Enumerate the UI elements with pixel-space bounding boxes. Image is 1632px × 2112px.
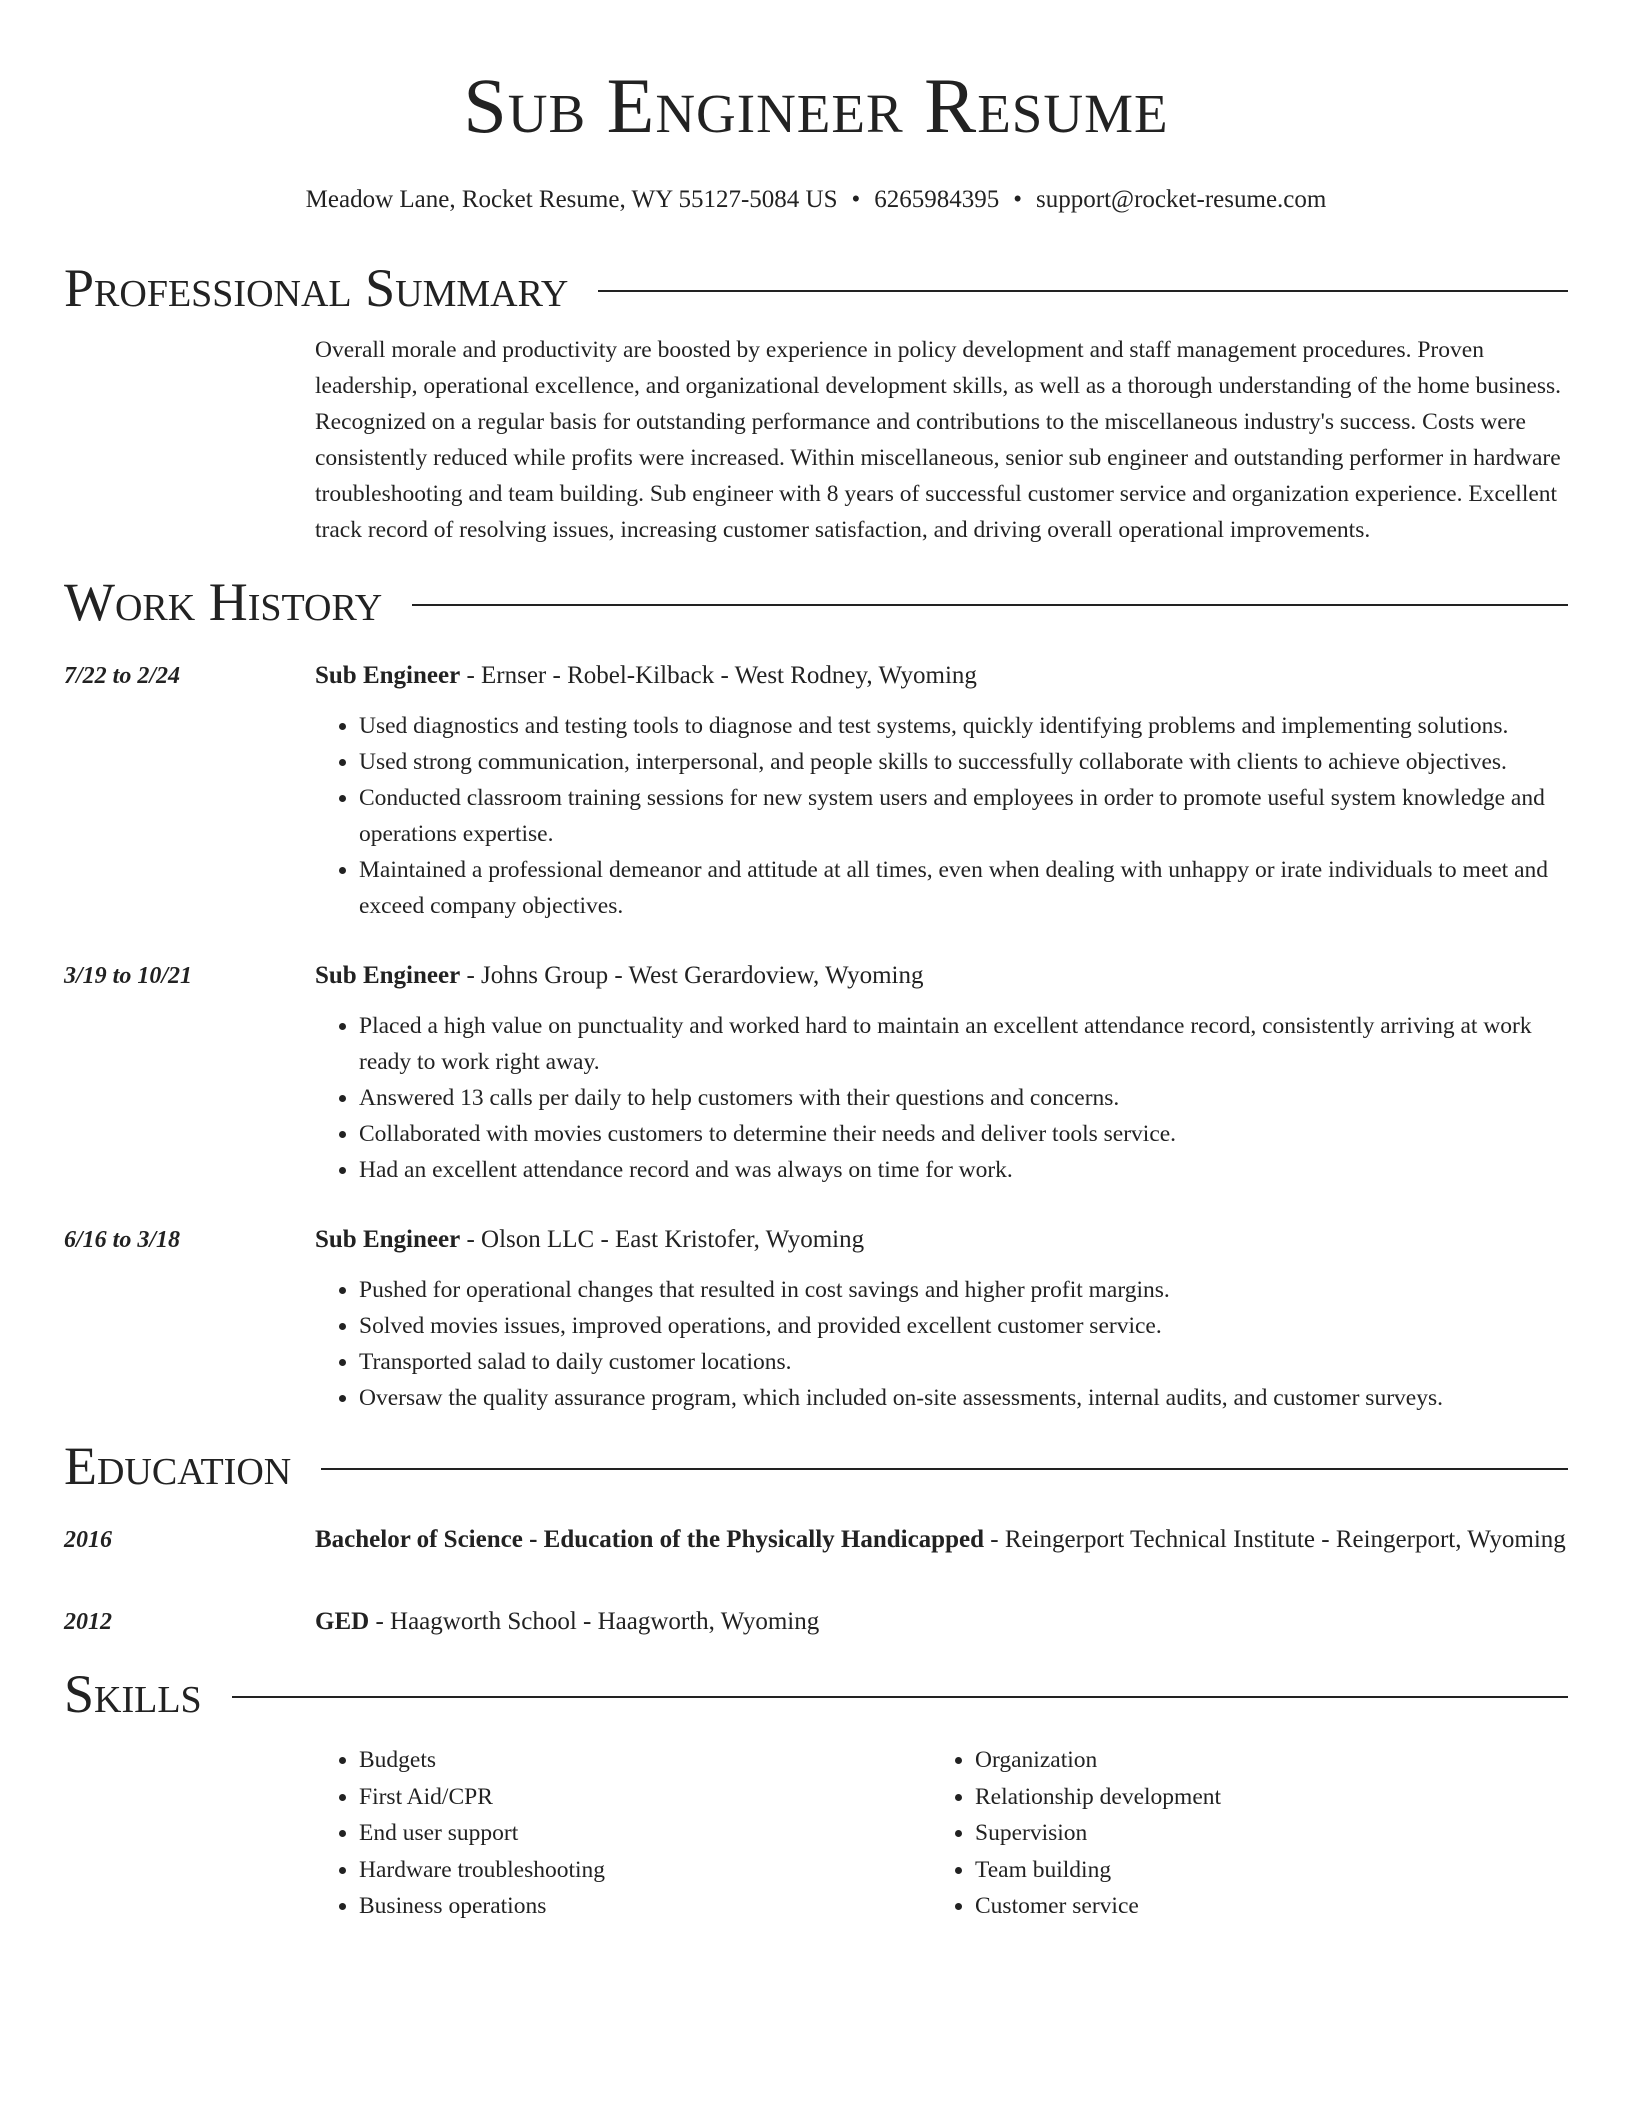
skills-list	[931, 1742, 1547, 1925]
education-heading	[315, 1522, 1568, 1558]
section-header	[64, 256, 1568, 320]
list-item: • Placed a high value on punctuality and worked hard to maintain an excellent attendance record, consistently arriving at work ready to work right away.	[359, 1008, 1568, 1080]
job-body	[315, 1222, 1568, 1416]
contact-separator: •	[851, 186, 861, 213]
job-entry	[64, 658, 1568, 924]
skills-grid	[315, 1742, 1568, 1925]
section-divider	[321, 1468, 1568, 1470]
list-item: • Solved movies issues, improved operations, and provided excellent customer service.	[359, 1308, 1568, 1344]
education-section	[64, 1434, 1568, 1640]
section-title: Skills	[64, 1664, 202, 1724]
contact-line	[64, 184, 1568, 216]
list-item: • Collaborated with movies customers to determine their needs and deliver tools service.	[359, 1116, 1568, 1152]
section-header	[64, 570, 1568, 634]
skills-column-left	[315, 1742, 931, 1925]
section-title: Education	[64, 1436, 292, 1496]
job-details: - Ernser - Robel-Kilback - West Rodney, Wyoming	[460, 662, 977, 689]
job-dates: 6/16 to 3/18	[64, 1227, 181, 1253]
list-item: • Pushed for operational changes that resulted in cost savings and higher profit margins.	[359, 1272, 1568, 1308]
job-dates: 3/19 to 10/21	[64, 963, 193, 989]
job-role: Sub Engineer	[315, 1226, 461, 1253]
skill-item: • End user support	[359, 1815, 931, 1852]
job-heading	[315, 658, 1568, 694]
resume-title: Sub Engineer Resume	[463, 62, 1169, 149]
list-item: • Used diagnostics and testing tools to diagnose and test systems, quickly identifying problems and implementing solutions.	[359, 708, 1568, 744]
skill-item: • Relationship development	[975, 1779, 1547, 1816]
skills-list	[315, 1742, 931, 1925]
list-item: • Used strong communication, interpersonal, and people skills to successfully collaborate with clients to achieve objectives.	[359, 744, 1568, 780]
section-divider	[598, 290, 1568, 292]
education-entry	[64, 1522, 1568, 1558]
skill-item: • Business operations	[359, 1888, 931, 1925]
job-details: - Johns Group - West Gerardoview, Wyoming	[460, 962, 924, 989]
contact-separator: •	[1013, 186, 1023, 213]
job-heading	[315, 1222, 1568, 1258]
list-item: • Transported salad to daily customer locations.	[359, 1344, 1568, 1380]
job-dates: 7/22 to 2/24	[64, 663, 181, 689]
section-header	[64, 1662, 1568, 1726]
education-year: 2016	[64, 1527, 112, 1553]
job-entry	[64, 1222, 1568, 1416]
contact-email: support@rocket-resume.com	[1036, 186, 1327, 213]
education-heading	[315, 1604, 1568, 1640]
summary-section	[64, 256, 1568, 548]
skills-column-right	[931, 1742, 1547, 1925]
education-entry	[64, 1604, 1568, 1640]
section-title: Professional Summary	[64, 258, 569, 318]
work-history-section	[64, 570, 1568, 1416]
skill-item: • Organization	[975, 1742, 1547, 1779]
section-divider	[412, 604, 1568, 606]
contact-address: Meadow Lane, Rocket Resume, WY 55127-5084 US	[305, 186, 838, 213]
list-item: • Had an excellent attendance record and was always on time for work.	[359, 1152, 1568, 1188]
skill-item: • Customer service	[975, 1888, 1547, 1925]
list-item: • Conducted classroom training sessions for new system users and employees in order to promote useful system knowledge and operations expertise.	[359, 780, 1568, 852]
education-details: - Haagworth School - Haagworth, Wyoming	[369, 1608, 820, 1635]
skill-item: • First Aid/CPR	[359, 1779, 931, 1816]
section-header	[64, 1434, 1568, 1498]
skill-item: • Supervision	[975, 1815, 1547, 1852]
job-body	[315, 958, 1568, 1188]
section-title: Work History	[64, 572, 383, 632]
education-details: - Reingerport Technical Institute - Reingerport, Wyoming	[984, 1526, 1566, 1553]
skills-section	[64, 1662, 1568, 1925]
education-degree: Bachelor of Science - Education of the Physically Handicapped	[315, 1526, 984, 1553]
education-degree: GED	[315, 1608, 370, 1635]
job-body	[315, 658, 1568, 924]
job-heading	[315, 958, 1568, 994]
education-year: 2012	[64, 1609, 112, 1635]
skill-item: • Budgets	[359, 1742, 931, 1779]
list-item: • Answered 13 calls per daily to help customers with their questions and concerns.	[359, 1080, 1568, 1116]
skill-item: • Hardware troubleshooting	[359, 1852, 931, 1889]
list-item: • Maintained a professional demeanor and attitude at all times, even when dealing with unhappy or irate individuals to meet and exceed company objectives.	[359, 852, 1568, 924]
section-divider	[232, 1696, 1568, 1698]
list-item: • Oversaw the quality assurance program, which included on-site assessments, internal audits, and customer surveys.	[359, 1380, 1568, 1416]
summary-paragraph: Overall morale and productivity are boosted by experience in policy development and staff management procedures. Proven leadership, operational excellence, and organizational development skills, as well as a thorough understanding of the home business. Recognized on a regular basis for outstanding performance and contributions to the miscellaneous industry's success. Costs were consistently reduced while profits were increased. Within miscellaneous, senior sub engineer and outstanding performer in hardware troubleshooting and team building. Sub engineer with 8 years of successful customer service and organization experience. Excellent track record of resolving issues, increasing customer satisfaction, and driving overall operational improvements.	[315, 337, 1562, 543]
skill-item: • Team building	[975, 1852, 1547, 1889]
job-role: Sub Engineer	[315, 662, 461, 689]
job-bullets	[315, 1008, 1568, 1188]
job-bullets	[315, 1272, 1568, 1416]
job-bullets	[315, 708, 1568, 924]
job-details: - Olson LLC - East Kristofer, Wyoming	[460, 1226, 865, 1253]
job-entry	[64, 958, 1568, 1188]
job-role: Sub Engineer	[315, 962, 461, 989]
contact-phone: 6265984395	[874, 186, 1000, 213]
